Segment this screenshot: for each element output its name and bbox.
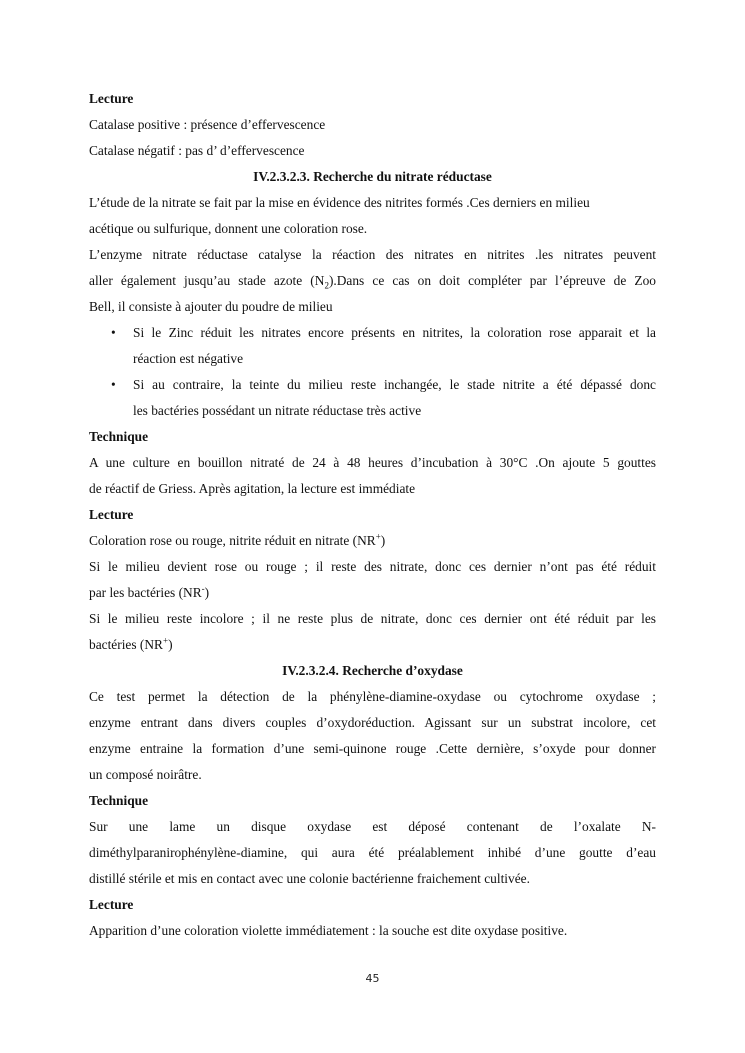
text-line: Si le milieu reste incolore ; il ne reste plus de nitrate, donc ces dernier ont été réduit par les <box>89 611 656 626</box>
list-item-continuation: les bactéries possédant un nitrate réductase très active <box>133 403 422 418</box>
text-line: enzyme entrant dans divers couples d’oxydoréduction. Agissant sur un substrat incolore, cet <box>89 715 656 730</box>
superscript: + <box>163 635 169 646</box>
text-span: aller également jusqu’au stade azote (N <box>89 273 325 288</box>
bullet-icon: • <box>111 377 116 392</box>
text-line: L’enzyme nitrate réductase catalyse la réaction des nitrates en nitrites .les nitrates peuvent <box>89 247 656 262</box>
superscript: - <box>201 583 205 594</box>
text-line: acétique ou sulfurique, donnent une coloration rose. <box>89 221 368 236</box>
section-heading: Lecture <box>89 897 134 912</box>
section-title: IV.2.3.2.3. Recherche du nitrate réductase <box>253 169 492 184</box>
text-line: Catalase positive : présence d’effervescence <box>89 117 326 132</box>
text-span: ).Dans ce cas on doit compléter par l’épreuve de Zoo <box>328 273 656 288</box>
text-line: distillé stérile et mis en contact avec une colonie bactérienne fraichement cultivée. <box>89 871 530 886</box>
text-span: Coloration rose ou rouge, nitrite réduit en nitrate (NR <box>89 533 376 548</box>
text-line: Bell, il consiste à ajouter du poudre de milieu <box>89 299 333 314</box>
text-line: Apparition d’une coloration violette immédiatement : la souche est dite oxydase positive. <box>89 923 568 938</box>
text-line <box>89 580 656 606</box>
section-heading: Lecture <box>89 91 134 106</box>
section-title: IV.2.3.2.4. Recherche d’oxydase <box>282 663 463 678</box>
text-span: ) <box>204 585 210 600</box>
list-item-text: Si le Zinc réduit les nitrates encore présents en nitrites, la coloration rose apparait et la <box>133 325 656 340</box>
list-item-continuation: réaction est négative <box>133 351 244 366</box>
text-line: Si le milieu devient rose ou rouge ; il reste des nitrate, donc ces dernier n’ont pas été réduit <box>89 559 656 574</box>
text-line <box>89 632 656 658</box>
text-line: L’étude de la nitrate se fait par la mise en évidence des nitrites formés .Ces derniers en milieu <box>89 195 590 210</box>
text-line: enzyme entraine la formation d’une semi-quinone rouge .Cette dernière, s’oxyde pour donner <box>89 741 656 756</box>
section-heading: Technique <box>89 429 149 444</box>
section-heading: Technique <box>89 793 149 808</box>
text-span: bactéries (NR <box>89 637 163 652</box>
section-heading: Lecture <box>89 507 134 522</box>
superscript: + <box>375 531 381 542</box>
text-line <box>89 528 656 554</box>
text-span: par les bactéries (NR <box>89 585 202 600</box>
subscript: 2 <box>324 280 329 291</box>
text-span: ) <box>168 637 173 652</box>
text-line: A une culture en bouillon nitraté de 24 à 48 heures d’incubation à 30°C .On ajoute 5 gouttes <box>89 455 656 470</box>
text-line <box>89 268 656 294</box>
text-line: de réactif de Griess. Après agitation, la lecture est immédiate <box>89 481 416 496</box>
bullet-icon: • <box>111 325 116 340</box>
text-line: diméthylparanirophénylène-diamine, qui aura été préalablement inhibé d’une goutte d’eau <box>89 845 656 860</box>
list-item <box>89 372 656 398</box>
text-line: Sur une lame un disque oxydase est déposé contenant de l’oxalate N- <box>89 819 656 834</box>
text-line: Ce test permet la détection de la phénylène-diamine-oxydase ou cytochrome oxydase ; <box>89 689 656 704</box>
page-number: 45 <box>365 972 380 985</box>
list-item-text: Si au contraire, la teinte du milieu reste inchangée, le stade nitrite a été dépassé donc <box>133 377 656 392</box>
text-line: Catalase négatif : pas d’ d’effervescence <box>89 143 305 158</box>
text-line: un composé noirâtre. <box>89 767 202 782</box>
list-item <box>89 320 656 346</box>
text-span: ) <box>380 533 386 548</box>
page-content <box>89 86 656 944</box>
